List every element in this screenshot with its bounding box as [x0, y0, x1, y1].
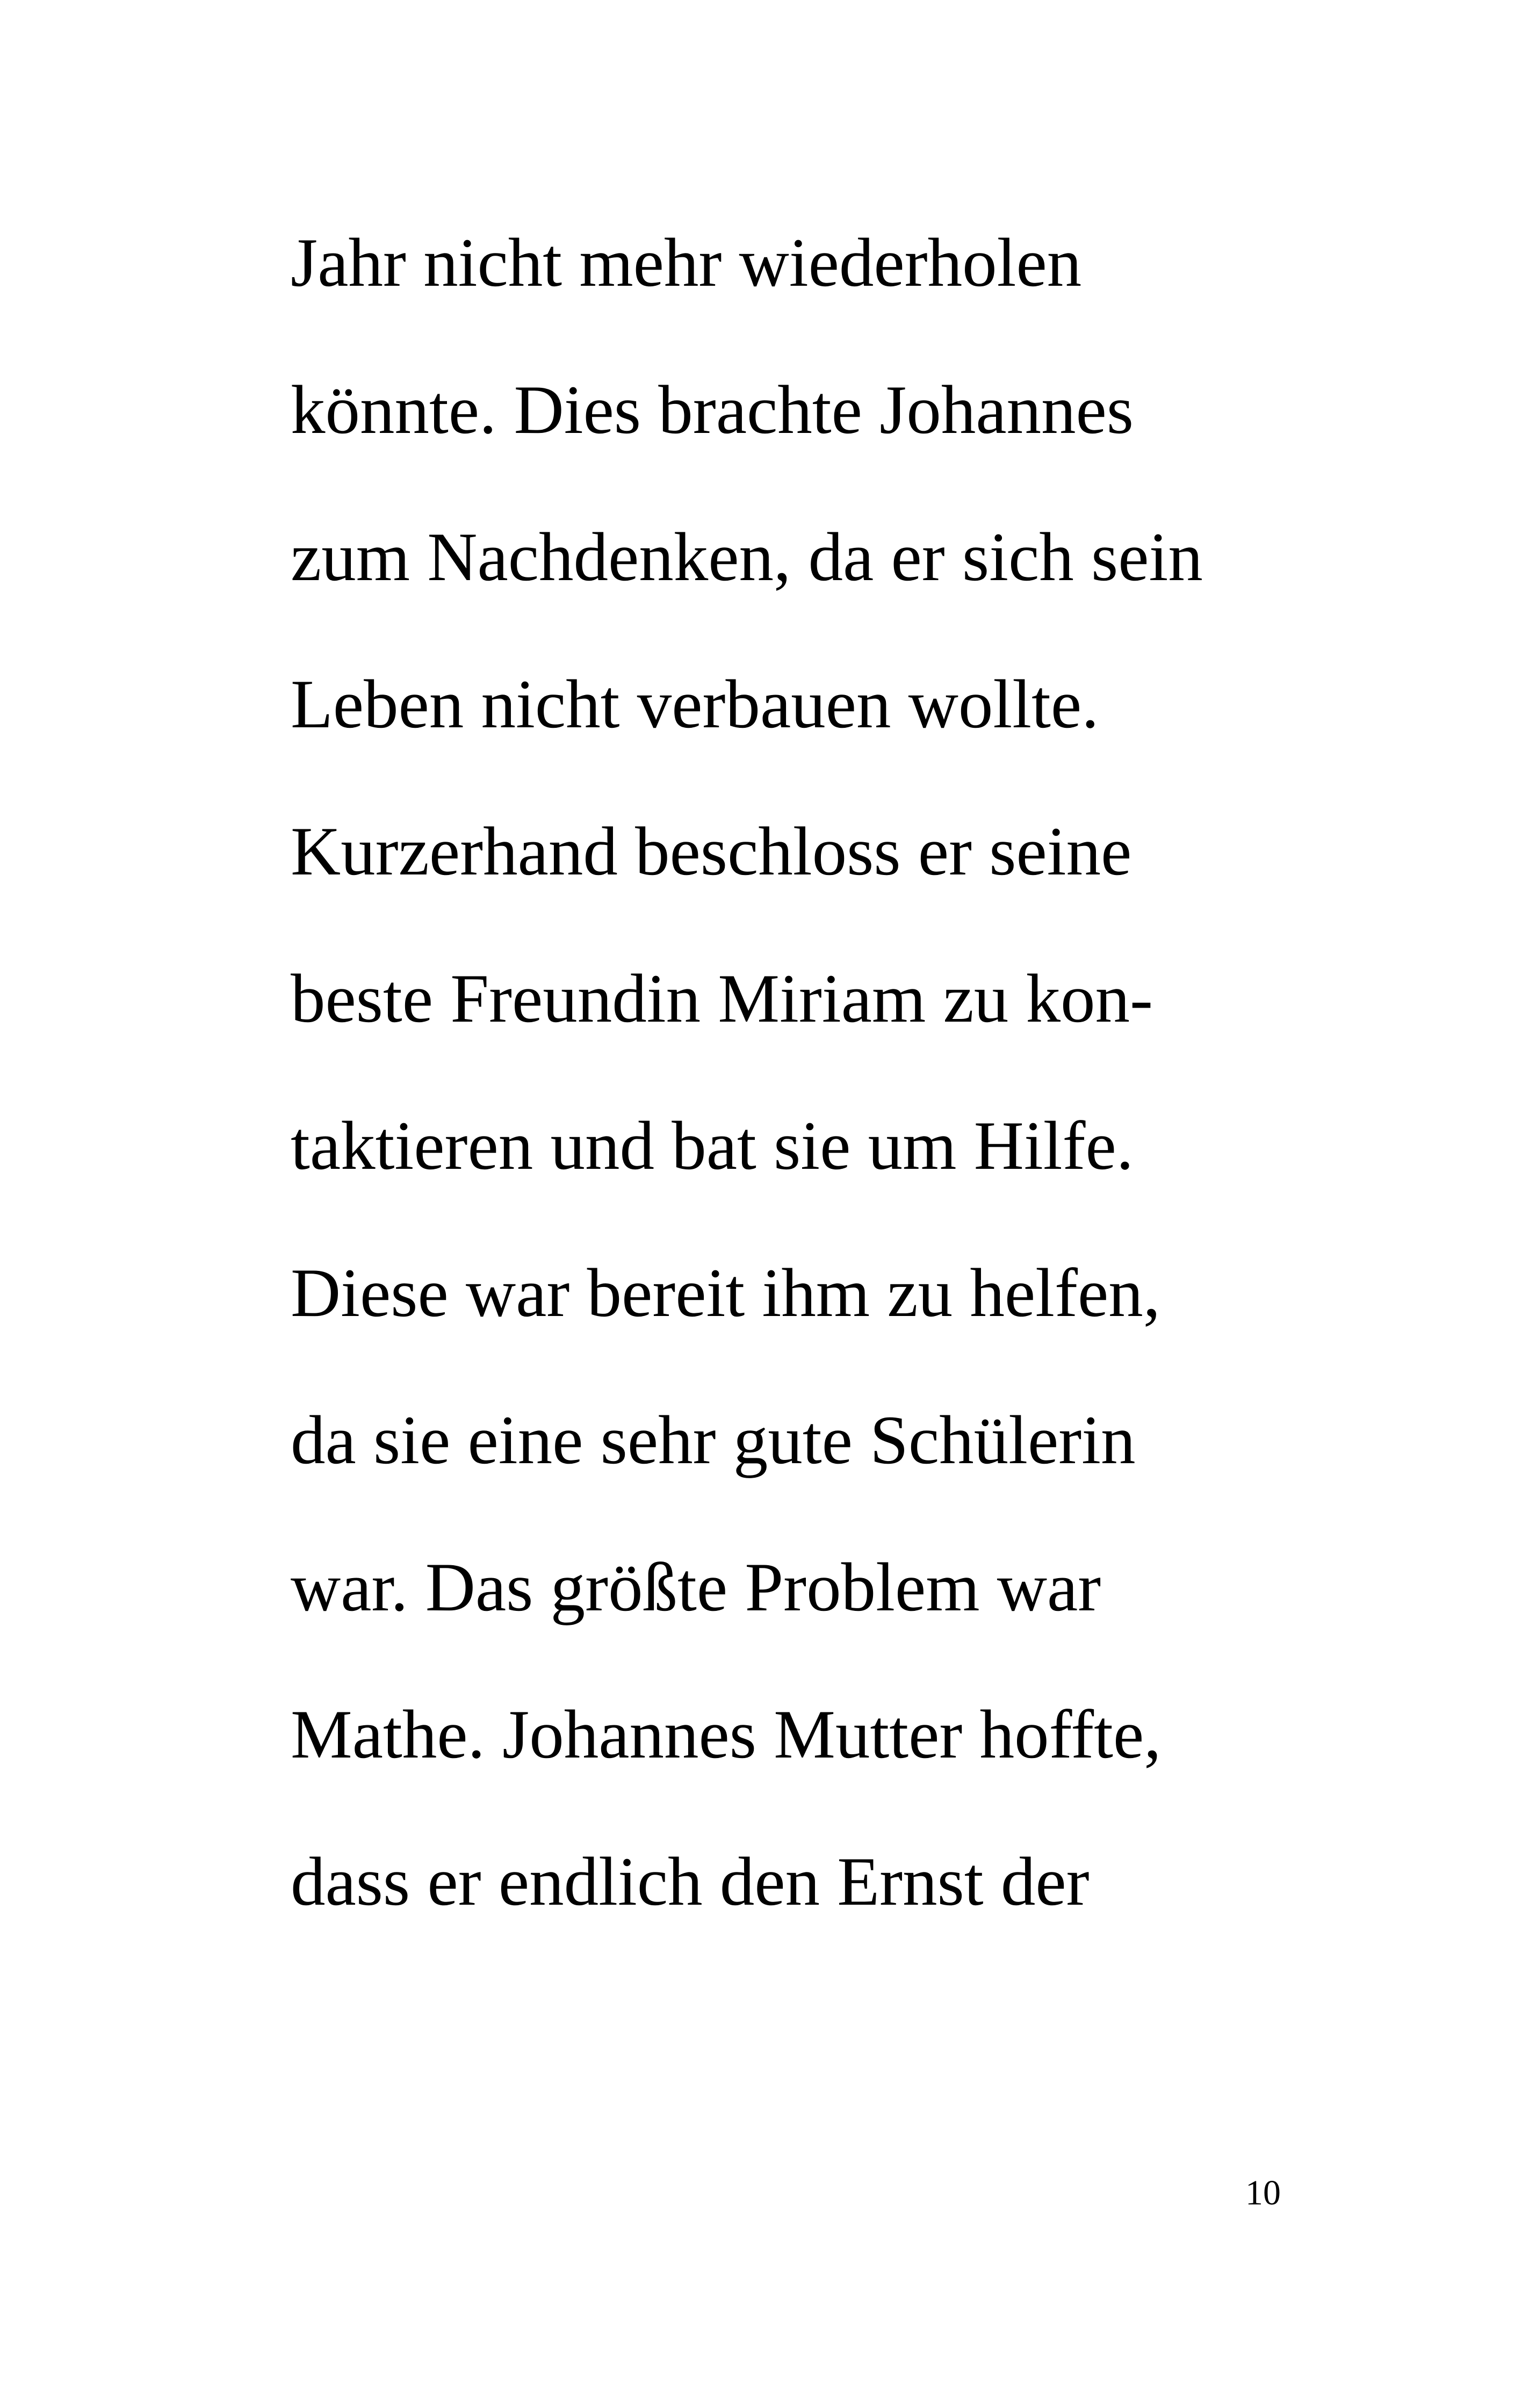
text-line: war. Das größte Problem war: [291, 1549, 1101, 1625]
text-line: dass er endlich den Ernst der: [291, 1843, 1090, 1920]
text-line: zum Nachdenken, da er sich sein: [291, 518, 1203, 595]
text-line: beste Freundin Miriam zu kon-: [291, 960, 1153, 1037]
text-line: da sie eine sehr gute Schülerin: [291, 1401, 1136, 1478]
text-line: Jahr nicht mehr wiederholen: [291, 224, 1082, 301]
text-line: Kurzerhand beschloss er seine: [291, 813, 1132, 890]
body-text: [291, 212, 1365, 1978]
text-line: taktieren und bat sie um Hilfe.: [291, 1107, 1134, 1184]
text-line: Diese war bereit ihm zu helfen,: [291, 1254, 1160, 1331]
text-line: könnte. Dies brachte Johannes: [291, 371, 1134, 448]
page-number: 10: [1245, 2173, 1281, 2212]
text-line: Leben nicht verbauen wollte.: [291, 666, 1099, 742]
text-line: Mathe. Johannes Mutter hoffte,: [291, 1696, 1162, 1773]
